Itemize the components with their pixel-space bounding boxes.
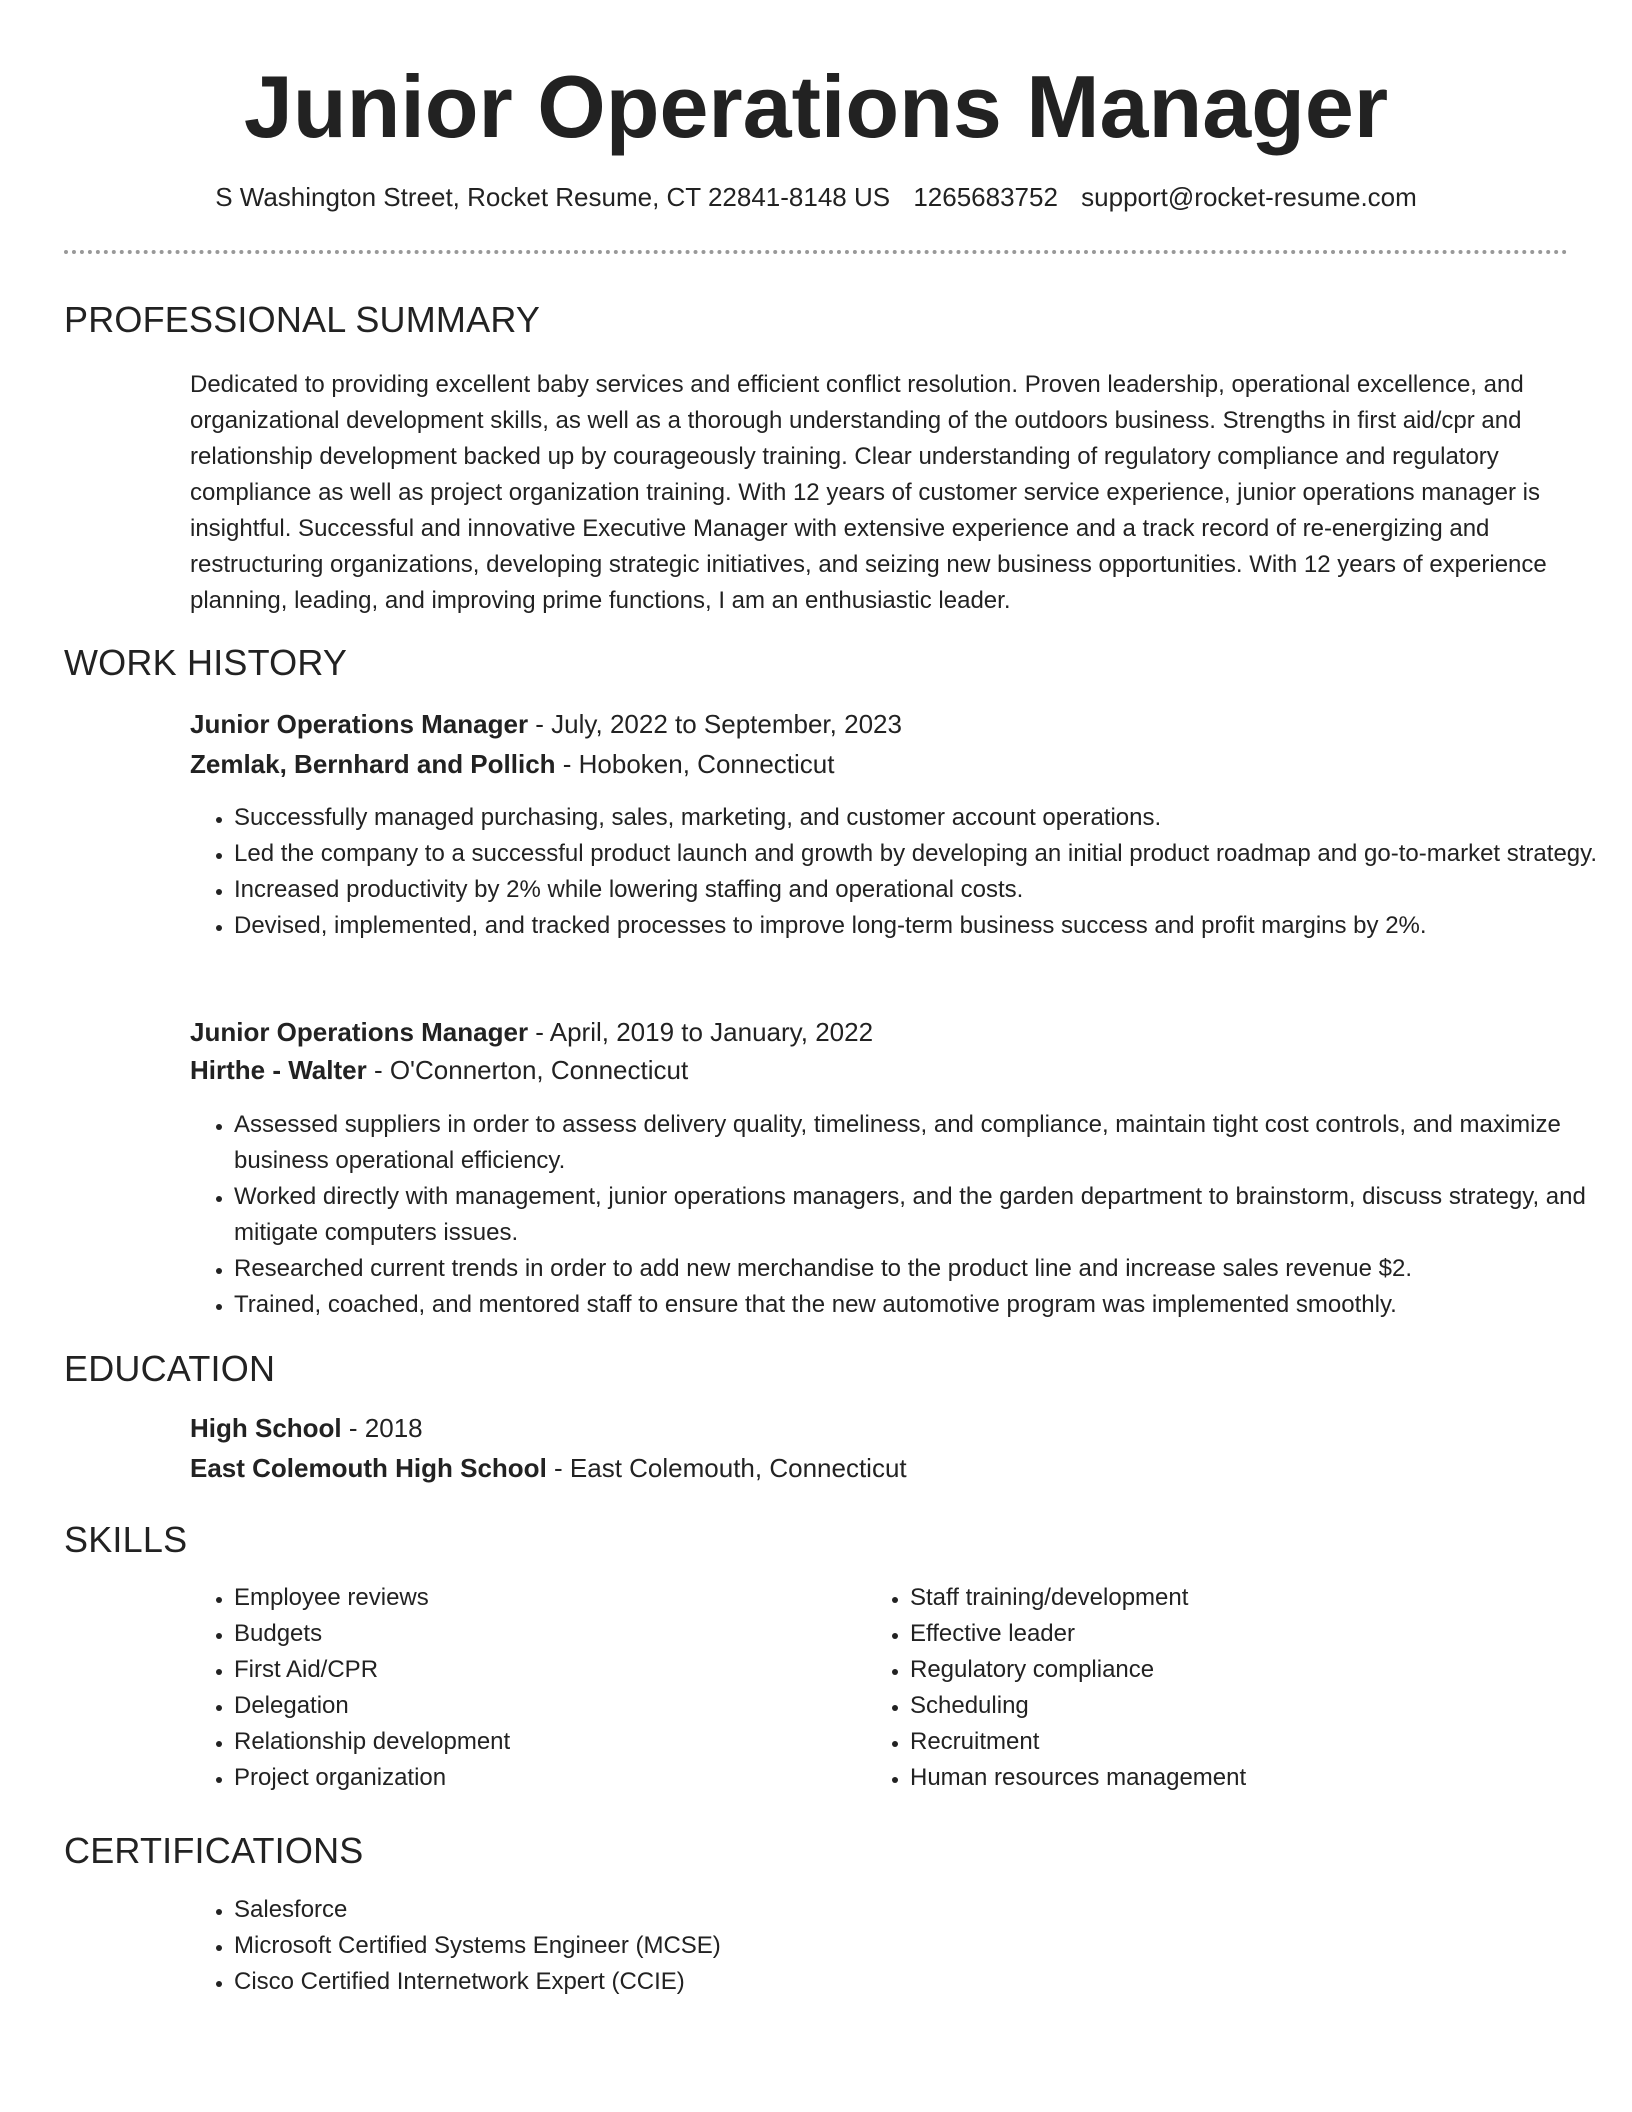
list-item: • Increased productivity by 2% while lowering staffing and operational costs. <box>234 872 1624 908</box>
skills-list-right <box>866 1580 1570 1796</box>
list-item: • Budgets <box>234 1616 854 1652</box>
header-divider <box>64 250 1568 254</box>
contact-email: support@rocket-resume.com <box>1081 182 1417 212</box>
section-title-education: EDUCATION <box>64 1348 276 1389</box>
list-item: • Staff training/development <box>910 1580 1570 1616</box>
contact-line <box>0 180 1632 214</box>
education-degree: High School <box>190 1413 342 1443</box>
section-title-work-history: WORK HISTORY <box>64 642 348 683</box>
summary-text: Dedicated to providing excellent baby services and efficient conflict resolution. Proven leadership, operational excellence, and organizational development skills, as well as a thorough understanding of the outdoors business. Strengths in first aid/cpr and relationship development backed up by courageously training. Clear understanding of regulatory compliance and regulatory compliance as well as project organization training. With 12 years of customer service experience, junior operations manager is insightful. Successful and innovative Executive Manager with extensive experience and a track record of re-energizing and restructuring organizations, developing strategic initiatives, and seizing new business opportunities. With 12 years of experience planning, leading, and improving prime functions, I am an enthusiastic leader. <box>190 371 1547 614</box>
education-school-line <box>190 1450 907 1486</box>
list-item: • Employee reviews <box>234 1580 854 1616</box>
job-1-title: Junior Operations Manager <box>190 709 529 739</box>
education-school: East Colemouth High School <box>190 1453 547 1483</box>
list-item: • Led the company to a successful product launch and growth by developing an initial product roadmap and go-to-market strategy. <box>234 836 1624 872</box>
resume-name: Junior Operations Manager <box>243 57 1389 156</box>
list-item: • Devised, implemented, and tracked processes to improve long-term business success and profit margins by 2%. <box>234 908 1624 944</box>
job-1-dates: - July, 2022 to September, 2023 <box>528 709 902 739</box>
education-degree-line <box>190 1410 423 1446</box>
job-2-company-line <box>190 1052 688 1088</box>
list-item: • Human resources management <box>910 1760 1570 1796</box>
list-item: • Project organization <box>234 1760 854 1796</box>
section-title-certifications: CERTIFICATIONS <box>64 1830 364 1871</box>
list-item: • Recruitment <box>910 1724 1570 1760</box>
list-item: • Assessed suppliers in order to assess delivery quality, timeliness, and compliance, maintain tight cost controls, and maximize business operational efficiency. <box>234 1107 1624 1179</box>
job-1-location: - Hoboken, Connecticut <box>555 749 835 779</box>
list-item: • Microsoft Certified Systems Engineer (MCSE) <box>234 1928 1624 1964</box>
list-item: • Relationship development <box>234 1724 854 1760</box>
contact-address: S Washington Street, Rocket Resume, CT 22841-8148 US <box>215 182 891 212</box>
contact-phone: 1265683752 <box>913 182 1058 212</box>
list-item: • Cisco Certified Internetwork Expert (CCIE) <box>234 1964 1624 2000</box>
job-2-company: Hirthe - Walter <box>190 1055 367 1085</box>
section-title-skills: SKILLS <box>64 1519 188 1560</box>
job-2-dates: - April, 2019 to January, 2022 <box>528 1017 874 1047</box>
job-1-title-line <box>190 706 902 742</box>
list-item: • Salesforce <box>234 1892 1624 1928</box>
list-item: • Scheduling <box>910 1688 1570 1724</box>
education-location: - East Colemouth, Connecticut <box>546 1453 907 1483</box>
list-item: • Delegation <box>234 1688 854 1724</box>
list-item: • Researched current trends in order to add new merchandise to the product line and increase sales revenue $2. <box>234 1251 1624 1287</box>
job-2-title-line <box>190 1014 873 1050</box>
list-item: • First Aid/CPR <box>234 1652 854 1688</box>
list-item: • Successfully managed purchasing, sales, marketing, and customer account operations. <box>234 800 1624 836</box>
job-1-bullets <box>190 800 1624 944</box>
education-year: - 2018 <box>341 1413 423 1443</box>
job-1-company: Zemlak, Bernhard and Pollich <box>190 749 556 779</box>
list-item: • Trained, coached, and mentored staff to ensure that the new automotive program was implemented smoothly. <box>234 1287 1624 1323</box>
job-2-title: Junior Operations Manager <box>190 1017 529 1047</box>
list-item: • Worked directly with management, junior operations managers, and the garden department to brainstorm, discuss strategy, and mitigate computers issues. <box>234 1179 1624 1251</box>
certifications-list <box>190 1892 1624 2000</box>
job-2-bullets <box>190 1107 1624 1323</box>
list-item: • Regulatory compliance <box>910 1652 1570 1688</box>
skills-list-left <box>190 1580 854 1796</box>
job-1-company-line <box>190 746 834 782</box>
list-item: • Effective leader <box>910 1616 1570 1652</box>
section-title-summary: PROFESSIONAL SUMMARY <box>64 299 541 340</box>
job-2-location: - O'Connerton, Connecticut <box>366 1055 689 1085</box>
